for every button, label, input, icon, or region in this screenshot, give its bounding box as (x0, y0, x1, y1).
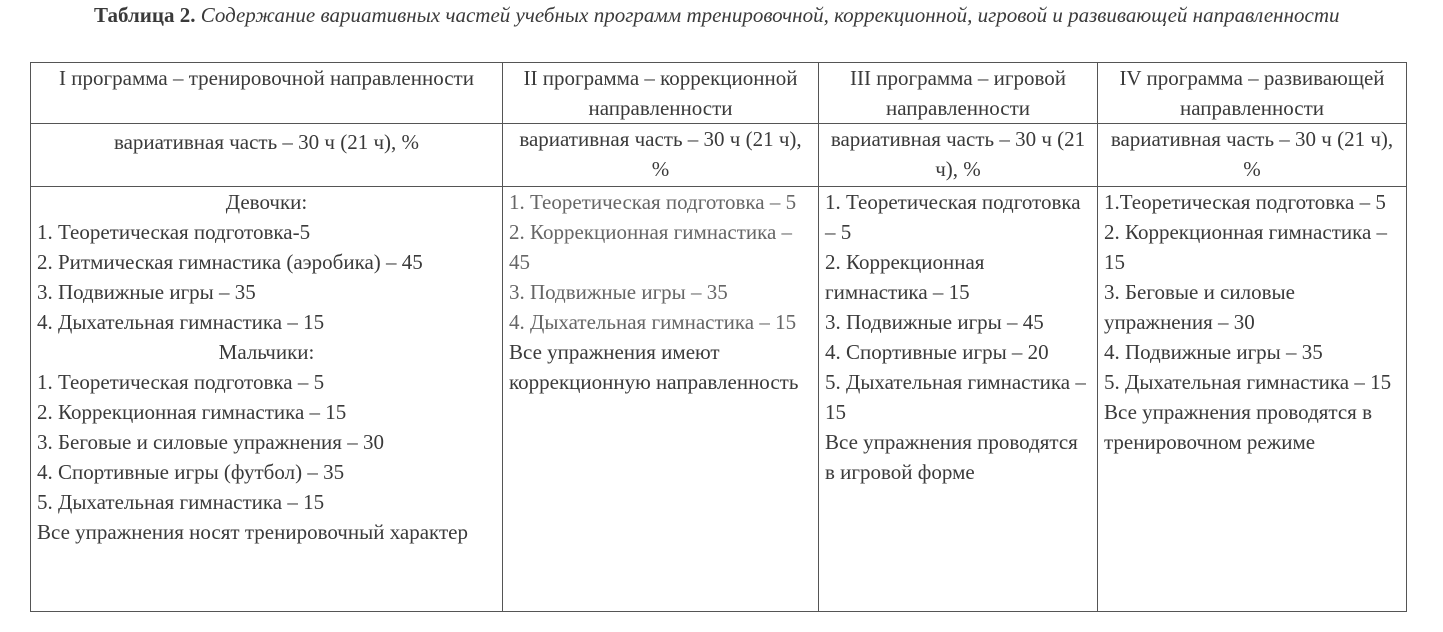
program-3-content (819, 187, 1098, 612)
caption-label: Таблица 2. (94, 3, 196, 27)
list-item: 4. Дыхательная гимнастика – 15 (509, 310, 797, 334)
table-caption (6, 2, 1426, 29)
header-program-1: I программа – тренировочной направленности (31, 63, 503, 124)
list-item: 1. Теоретическая подготовка – 5 (509, 190, 797, 214)
list-item: 5. Дыхательная гимнастика – 15 (37, 490, 325, 514)
list-item: 2. Ритмическая гимнастика (аэробика) – 45 (37, 250, 423, 274)
list-item: 1. Теоретическая подготовка-5 (37, 220, 311, 244)
girls-title: Девочки: (225, 190, 308, 214)
list-item: 1. Теоретическая подготовка – 5 (825, 190, 1081, 244)
programs-table (30, 62, 1407, 612)
header-row (31, 63, 1407, 124)
list-item: 2. Коррекционная гимнастика – 15 (37, 400, 347, 424)
program-3-note: Все упражнения проводятся в игровой форме (825, 430, 1078, 484)
list-item: 2. Коррекционная гимнастика – 15 (825, 250, 985, 304)
list-item: 1.Теоретическая подготовка – 5 (1104, 190, 1386, 214)
list-item: 3. Беговые и силовые упражнения – 30 (37, 430, 384, 454)
subheader-row (31, 124, 1407, 187)
subheader-program-2: вариативная часть – 30 ч (21 ч), % (503, 124, 819, 187)
content-row (31, 187, 1407, 612)
program-2-note: Все упражнения имеют коррекционную направленность (509, 340, 799, 394)
list-item: 4. Дыхательная гимнастика – 15 (37, 310, 325, 334)
list-item: 3. Беговые и силовые упражнения – 30 (1104, 280, 1295, 334)
list-item: 1. Теоретическая подготовка – 5 (37, 370, 325, 394)
header-program-3: III программа – игровой направленности (819, 63, 1098, 124)
program-1-content (31, 187, 503, 612)
list-item: 5. Дыхательная гимнастика – 15 (825, 370, 1086, 424)
list-item: 2. Коррекционная гимнастика – 45 (509, 220, 793, 274)
program-4-note: Все упражнения проводятся в тренировочном режиме (1104, 400, 1372, 454)
list-item: 3. Подвижные игры – 35 (37, 280, 256, 304)
subheader-program-3: вариативная часть – 30 ч (21 ч), % (819, 124, 1098, 187)
list-item: 4. Подвижные игры – 35 (1104, 340, 1323, 364)
list-item: 5. Дыхательная гимнастика – 15 (1104, 370, 1392, 394)
program-4-content (1098, 187, 1407, 612)
list-item: 4. Спортивные игры (футбол) – 35 (37, 460, 345, 484)
program-2-content (503, 187, 819, 612)
subheader-program-1: вариативная часть – 30 ч (21 ч), % (31, 124, 503, 187)
header-program-2: II программа – коррекционной направленности (503, 63, 819, 124)
header-program-4: IV программа – развивающей направленности (1098, 63, 1407, 124)
list-item: 2. Коррекционная гимнастика – 15 (1104, 220, 1388, 274)
caption-text: Содержание вариативных частей учебных программ тренировочной, коррекционной, игровой и развивающей направленности (200, 3, 1340, 27)
list-item: 4. Спортивные игры – 20 (825, 340, 1049, 364)
subheader-program-4: вариативная часть – 30 ч (21 ч), % (1098, 124, 1407, 187)
list-item: 3. Подвижные игры – 35 (509, 280, 728, 304)
list-item: 3. Подвижные игры – 45 (825, 310, 1044, 334)
boys-title: Мальчики: (218, 340, 315, 364)
program-1-note: Все упражнения носят тренировочный характер (37, 520, 468, 544)
